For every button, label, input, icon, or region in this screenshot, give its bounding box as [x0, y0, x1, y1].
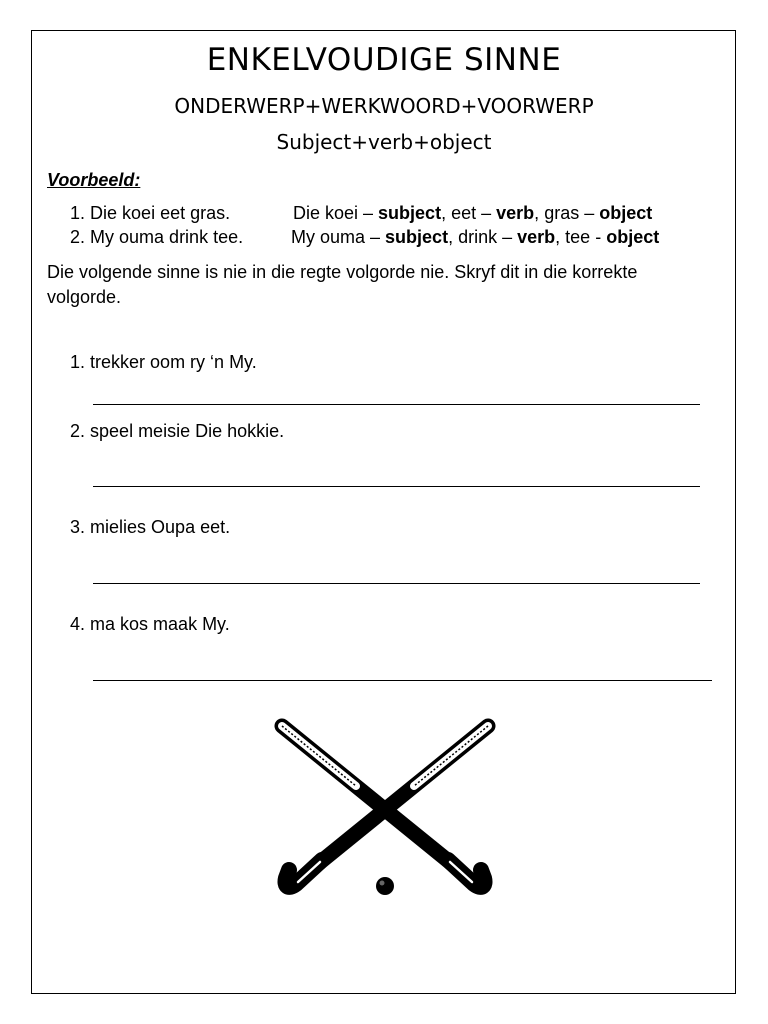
- instructions: Die volgende sinne is nie in die regte volgorde nie. Skryf dit in die korrekte volgorde.: [47, 262, 638, 307]
- subject-label: subject: [378, 203, 442, 223]
- subject-word: Die koei: [293, 203, 359, 223]
- question-number: 3.: [70, 517, 86, 537]
- hockey-ball-icon: [376, 877, 394, 895]
- object-label: object: [599, 203, 653, 223]
- example-heading: Voorbeeld:: [47, 170, 141, 190]
- answer-line-1[interactable]: [93, 404, 700, 405]
- object-word: tee: [565, 227, 591, 247]
- subject-label: subject: [385, 227, 449, 247]
- verb-label: verb: [496, 203, 535, 223]
- example-1-sentence: [70, 203, 230, 224]
- question-number: 2.: [70, 421, 86, 441]
- question-number: 1.: [70, 352, 86, 372]
- question-1: [70, 352, 257, 373]
- crossed-hockey-sticks-and-ball-icon: [268, 712, 502, 908]
- question-number: 4.: [70, 614, 86, 634]
- example-sentence: My ouma drink tee.: [90, 227, 244, 247]
- question-3: [70, 517, 230, 538]
- subject-word: My ouma: [291, 227, 366, 247]
- question-text: speel meisie Die hokkie.: [90, 421, 285, 441]
- worksheet-title: ENKELVOUDIGE SINNE: [206, 42, 562, 78]
- object-word: gras: [544, 203, 580, 223]
- example-sentence: Die koei eet gras.: [90, 203, 231, 223]
- question-text: trekker oom ry ‘n My.: [90, 352, 257, 372]
- example-2-analysis: My ouma – subject, drink – verb, tee - object: [291, 227, 660, 247]
- verb-word: drink: [458, 227, 498, 247]
- example-number: 2.: [70, 227, 86, 247]
- answer-line-4[interactable]: [93, 680, 712, 681]
- example-1-analysis: Die koei – subject, eet – verb, gras – object: [293, 203, 653, 223]
- answer-line-3[interactable]: [93, 583, 700, 584]
- question-text: ma kos maak My.: [90, 614, 230, 634]
- structure-english: Subject+verb+object: [276, 130, 492, 154]
- question-2: [70, 421, 284, 442]
- verb-label: verb: [517, 227, 556, 247]
- example-number: 1.: [70, 203, 86, 223]
- question-4: [70, 614, 230, 635]
- answer-line-2[interactable]: [93, 486, 700, 487]
- structure-afrikaans: ONDERWERP+WERKWOORD+VOORWERP: [174, 94, 594, 118]
- example-2-sentence: [70, 227, 243, 248]
- object-label: object: [606, 227, 660, 247]
- question-text: mielies Oupa eet.: [90, 517, 231, 537]
- verb-word: eet: [451, 203, 477, 223]
